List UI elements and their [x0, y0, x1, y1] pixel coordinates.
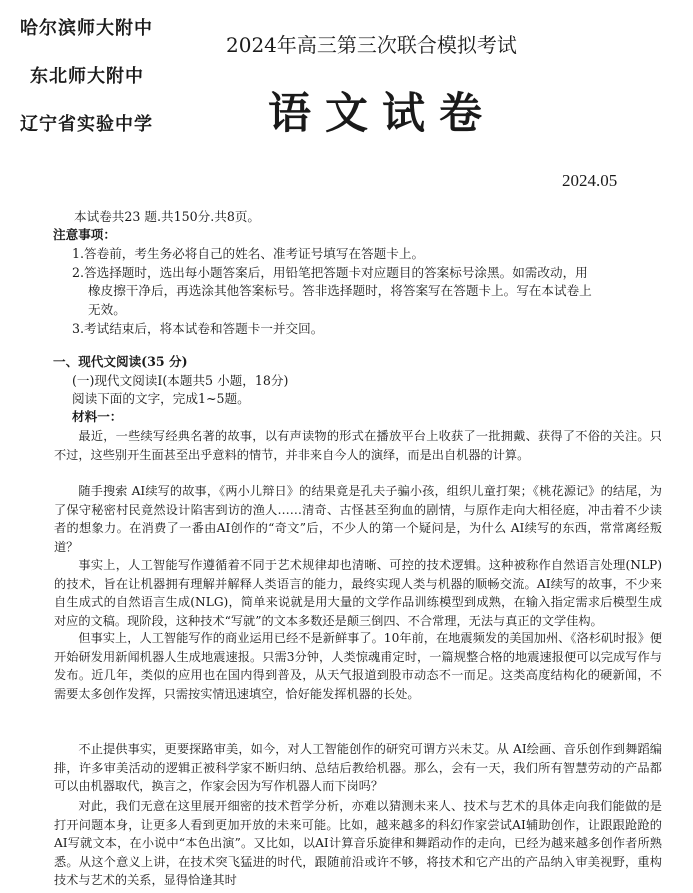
body-paragraph: 不止提供事实，更要探路审美，如今，对人工智能创作的研究可谓方兴未艾。从 AI绘画、音乐创作到舞蹈编排，许多审美活动的逻辑正被科学家不断归纳、总结后教给机器。那么，会有一天，我们所有智慧劳动的产品都可以由机器取代，换言之，作家会因为写作机器人而下岗吗？ — [54, 742, 662, 794]
school-name-harbin: 哈尔滨师大附中 — [20, 18, 153, 39]
section-heading: 一、现代文阅读(35 分) — [53, 354, 188, 369]
subsection-heading: (一)现代文阅读Ⅰ(本题共5 小题，18分) — [72, 373, 289, 388]
notice-item-2-line-3: 无效。 — [88, 302, 126, 317]
notice-item-2-line-1: 2.答选择题时，选出每小题答案后，用铅笔把答题卡对应题目的答案标号涂黑。如需改动，用 — [72, 265, 588, 280]
exam-date: 2024.05 — [562, 171, 618, 190]
notice-item-2-line-2: 橡皮擦干净后，再选涂其他答案标号。答非选择题时，将答案写在答题卡上。写在本试卷上 — [88, 283, 592, 298]
school-name-northeast: 东北师大附中 — [30, 66, 144, 87]
body-paragraph: 随手搜索 AI续写的故事，《两小儿辩日》的结果竟是孔夫子骗小孩，组织儿童打架；《桃花源记》的结尾，为了保守秘密村民竟然设计陷害到访的渔人……清奇、古怪甚至狗血的剧情，与原作走向大相径庭，冲击着不少读者的想象力。在消费了一番由AI创作的“奇文”后，不少人的第一个疑问是，为什么 AI续写的东西，常常离经叛道？ — [54, 484, 662, 554]
body-paragraph: 但事实上，人工智能写作的商业运用已经不是新鲜事了。10年前，在地震频发的美国加州、《洛杉矶时报》便开始研发用新闻机器人生成地震速报。只需3分钟，人类惊魂甫定时，一篇规整合格的地震速报便可以完成写作与发布。近几年，类似的应用也在国内得到普及，从天气报道到股市动态不一而足。这类高度结构化的硬新闻，不需要太多创作发挥，只需按实情迅速填空，恰好能发挥机器的长处。 — [54, 631, 662, 701]
notice-heading: 注意事项： — [53, 227, 116, 242]
body-paragraph: 最近，一些续写经典名著的故事，以有声读物的形式在播放平台上收获了一批拥戴、获得了不俗的关注。只不过，这些别开生面甚至出乎意料的情节，并非来自今人的演绎，而是出自机器的计算。 — [54, 429, 662, 462]
body-paragraph: 对此，我们无意在这里展开细密的技术哲学分析，亦难以猜测未来人、技术与艺术的具体走向我们能做的是打开问题本身，让更多人看到更加开放的未来可能。比如，越来越多的科幻作家尝试AI辅助创作，让跟跟跄跄的AI写就文本，在小说中“本色出演”。又比如，以AI计算音乐旋律和舞蹈动作的走向，已经为越来越多创作者所熟悉。从这个意义上讲，在技术突飞猛进的时代，跟随前沿或许不够，将技术和它产出的产品纳入审美视野，重构技术与艺术的关系，显得恰逢其时 — [54, 799, 662, 888]
paper-summary: 本试卷共23 题.共150分.共8页。 — [74, 209, 261, 224]
school-name-liaoning: 辽宁省实验中学 — [20, 114, 153, 135]
notice-item-1: 1.答卷前，考生务必将自己的姓名、准考证号填写在答题卡上。 — [72, 246, 425, 261]
paper-title: 语文试卷 — [268, 89, 496, 139]
notice-item-3: 3.考试结束后，将本试卷和答题卡一并交回。 — [72, 321, 324, 336]
body-paragraph: 事实上，人工智能写作遵循着不同于艺术规律却也清晰、可控的技术逻辑。这种被称作自然语言处理(NLP)的技术，旨在让机器拥有理解并解释人类语言的能力，最终实现人类与机器的顺畅交流。AI续写的故事，不少来自生成式的自然语言生成(NLG)，简单来说就是用大量的文学作品训练模型到成熟，在输入指定需求后模型生成对应的文稿。现阶段，这种技术“写就”的文本多数还是颠三倒四、不合常理，无法与真正的文学佳构。 — [54, 558, 662, 628]
material-label: 材料一： — [72, 409, 123, 424]
exam-title: 2024年高三第三次联合模拟考试 — [226, 33, 517, 57]
reading-instruction: 阅读下面的文字，完成1~5题。 — [72, 391, 250, 406]
